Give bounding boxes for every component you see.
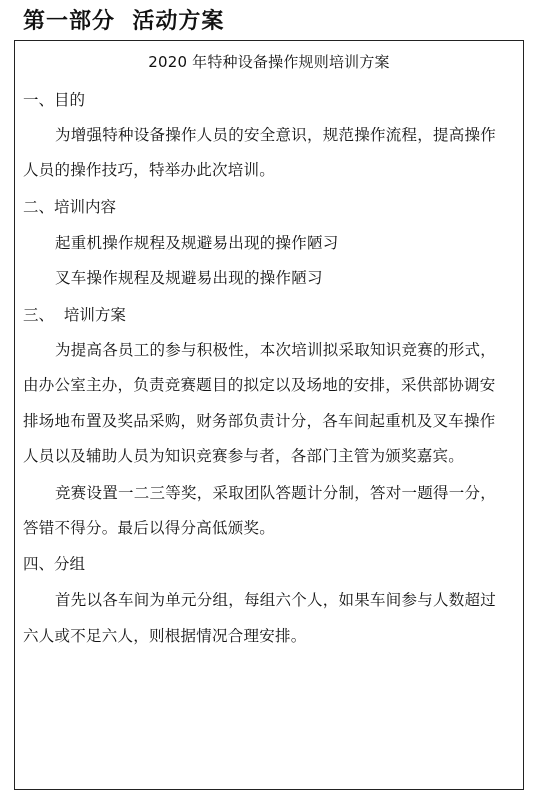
section-heading-content: 二、培训内容 (23, 198, 117, 216)
plan-line-1: 为提高各员工的参与积极性，本次培训拟采取知识竞赛的形式， (55, 341, 497, 359)
content-item-crane: 起重机操作规程及规避易出现的操作陋习 (55, 234, 339, 252)
plan-line-6: 答错不得分。最后以得分高低颁奖。 (23, 519, 276, 537)
document-title: 2020 年特种设备操作规则培训方案 (148, 53, 390, 71)
section-heading-plan: 三、 培训方案 (23, 306, 126, 324)
content-item-forklift: 叉车操作规程及规避易出现的操作陋习 (55, 269, 323, 287)
grouping-line-2: 六人或不足六人，则根据情况合理安排。 (23, 627, 307, 645)
page-heading: 第一部分 活动方案 (23, 8, 225, 34)
plan-line-4: 人员以及辅助人员为知识竞赛参与者，各部门主管为颁奖嘉宾。 (23, 447, 465, 465)
purpose-line-1: 为增强特种设备操作人员的安全意识，规范操作流程，提高操作 (55, 126, 497, 144)
plan-line-3: 排场地布置及奖品采购，财务部负责计分，各车间起重机及叉车操作 (23, 412, 496, 430)
purpose-line-2: 人员的操作技巧，特举办此次培训。 (23, 161, 276, 179)
section-heading-purpose: 一、目的 (23, 91, 86, 109)
section-heading-grouping: 四、分组 (23, 555, 86, 573)
plan-line-2: 由办公室主办，负责竞赛题目的拟定以及场地的安排，采供部协调安 (23, 376, 496, 394)
plan-line-5: 竞赛设置一二三等奖，采取团队答题计分制，答对一题得一分， (55, 484, 497, 502)
document-box (14, 40, 524, 790)
grouping-line-1: 首先以各车间为单元分组，每组六个人，如果车间参与人数超过 (55, 591, 497, 609)
